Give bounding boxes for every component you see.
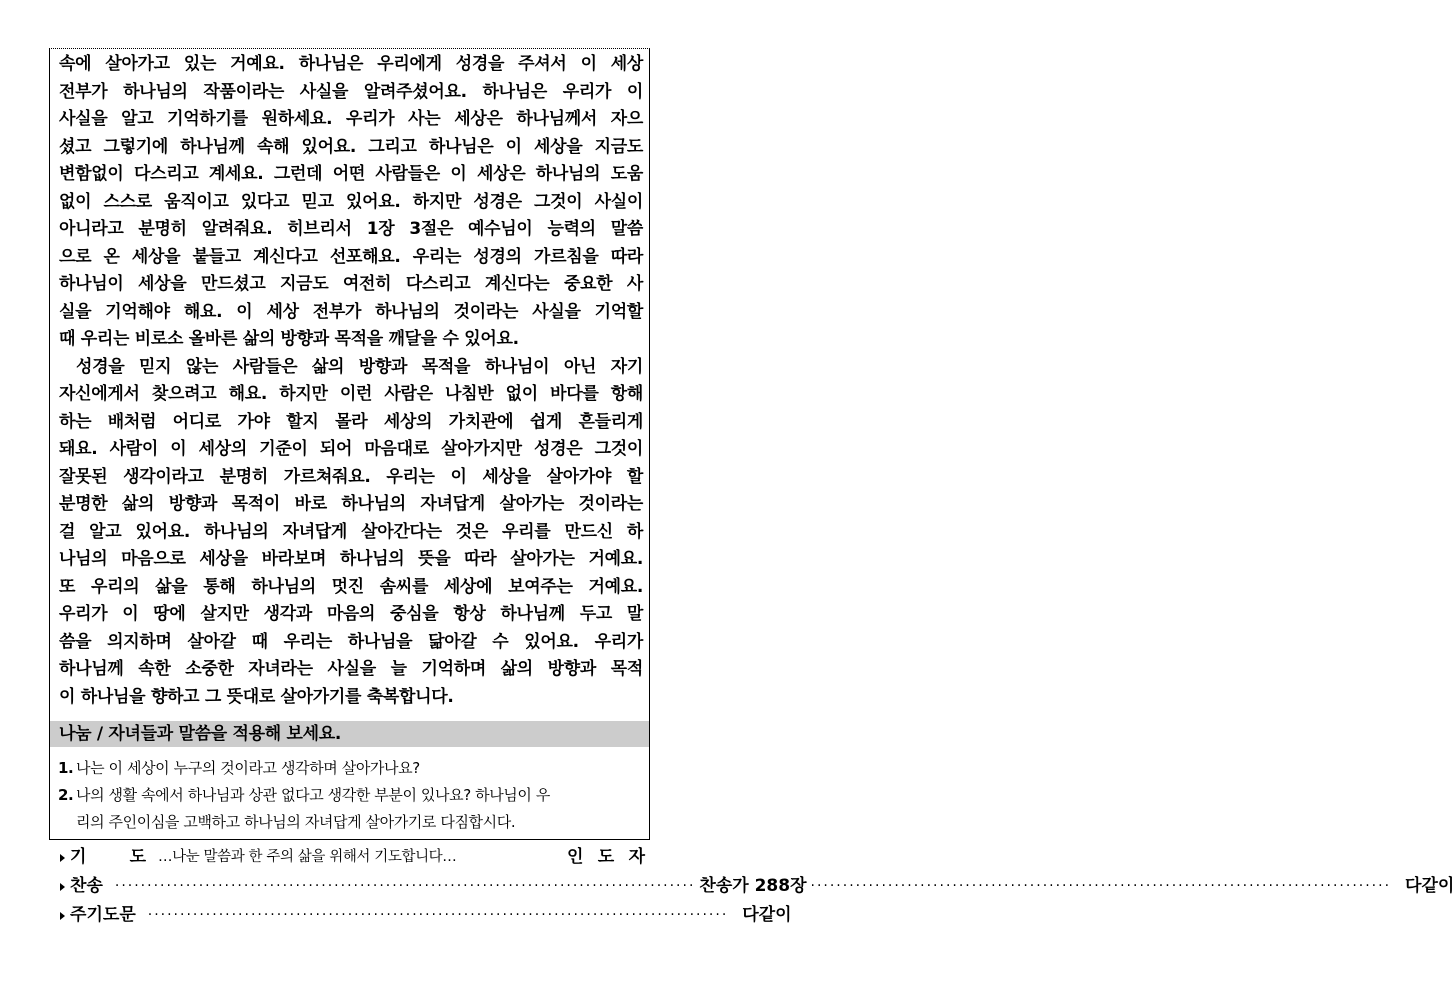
leader-char: 다 — [1405, 876, 1422, 896]
leader-char: 이 — [775, 905, 792, 925]
body-line: 아니라고 분명히 알려줘요. 히브리서 1장 3절은 예수님이 능력의 말씀 — [59, 219, 643, 239]
body-line: 사실을 알고 기억하기를 원하세요. 우리가 사는 세상은 하나님께서 자으 — [59, 109, 643, 129]
devotional-box — [49, 48, 650, 840]
order-leader — [567, 843, 645, 872]
order-description — [148, 901, 729, 930]
order-row-prayer — [60, 843, 645, 872]
body-line: 씀을 의지하며 살아갈 때 우리는 하나님을 닮아갈 수 있어요. 우리가 — [59, 631, 643, 652]
question-item — [58, 755, 643, 782]
label-char: 문 — [119, 905, 136, 925]
label-char: 송 — [86, 876, 103, 896]
question-text: 나의 생활 속에서 하나님과 상관 없다고 생각한 부분이 있나요? 하나님이 우 — [76, 786, 550, 804]
share-questions — [58, 755, 643, 836]
body-line: 이 하나님을 향하고 그 뜻대로 살아가기를 축복합니다. — [59, 686, 454, 707]
question-number: 1. — [58, 759, 74, 777]
body-line: 돼요. 사람이 이 세상의 기준이 되어 마음대로 살아가지만 성경은 그것이 — [59, 439, 643, 459]
body-line: 걸 알고 있어요. 하나님의 자녀답게 살아간다는 것은 우리를 만드신 하 — [59, 521, 643, 542]
dot-leader — [115, 872, 696, 901]
worship-order — [60, 843, 1454, 930]
triangle-bullet-icon — [60, 912, 65, 920]
leader-char: 이 — [1437, 876, 1454, 896]
leader-char: 다 — [742, 905, 759, 925]
label-char: 찬 — [70, 876, 87, 896]
label-char: 기 — [86, 905, 103, 925]
body-line: 잘못된 생각이라고 분명히 가르쳐줘요. 우리는 이 세상을 살아가야 할 — [59, 466, 643, 487]
question-text-continued: 리의 주인이심을 고백하고 하나님의 자녀답게 살아가기로 다짐합시다. — [76, 813, 516, 831]
order-label — [70, 843, 146, 872]
leader-char: 같 — [1421, 876, 1438, 896]
body-line: 때 우리는 비로소 올바른 삶의 방향과 목적을 깨달을 수 있어요. — [59, 329, 519, 349]
question-number: 2. — [58, 786, 74, 804]
question-item — [58, 782, 643, 809]
order-leader — [742, 901, 791, 930]
body-line: 하나님께 속한 소중한 자녀라는 사실을 늘 기억하며 삶의 방향과 목적 — [59, 659, 643, 679]
body-line: 하나님이 세상을 만드셨고 지금도 여전히 다스리고 계신다는 중요한 사 — [59, 274, 643, 294]
share-section-header: 나눔 / 자녀들과 말씀을 적용해 보세요. — [50, 721, 649, 747]
order-description — [158, 843, 553, 872]
body-line: 전부가 하나님의 작품이라는 사실을 알려주셨어요. 하나님은 우리가 이 — [59, 81, 643, 102]
order-row-hymn — [60, 872, 1454, 901]
hymn-number: 찬송가 288장 — [699, 876, 807, 896]
body-line-paragraph-start: 성경을 믿지 않는 사람들은 삶의 방향과 목적을 하나님이 아닌 자기 — [76, 356, 643, 377]
body-line: 없이 스스로 움직이고 있다고 믿고 있어요. 하지만 성경은 그것이 사실이 — [59, 191, 643, 212]
body-line: 또 우리의 삶을 통해 하나님의 멋진 솜씨를 세상에 보여주는 거예요. — [59, 576, 643, 597]
body-line: 하는 배처럼 어디로 가야 할지 몰라 세상의 가치관에 쉽게 흔들리게 — [59, 411, 643, 432]
order-description — [115, 872, 1391, 901]
body-line: 속에 살아가고 있는 거예요. 하나님은 우리에게 성경을 주셔서 이 세상 — [59, 54, 643, 74]
leader-char: 인 — [567, 847, 584, 867]
body-line: 나님의 마음으로 세상을 바라보며 하나님의 뜻을 따라 살아가는 거예요. — [59, 549, 643, 569]
dot-leader — [148, 901, 729, 930]
question-text: 나는 이 세상이 누구의 것이라고 생각하며 살아가나요? — [76, 759, 420, 777]
leader-char: 자 — [628, 847, 645, 867]
body-line: 분명한 삶의 방향과 목적이 바로 하나님의 자녀답게 살아가는 것이라는 — [59, 494, 643, 514]
leader-char: 도 — [597, 847, 615, 867]
triangle-bullet-icon — [60, 883, 65, 891]
label-char: 주 — [70, 905, 87, 925]
order-label — [70, 901, 136, 930]
order-leader — [1405, 872, 1454, 901]
label-char: 도 — [102, 905, 120, 925]
dot-leader — [811, 872, 1392, 901]
leader-char: 같 — [758, 905, 776, 925]
label-char: 도 — [129, 847, 146, 867]
label-char: 기 — [70, 847, 87, 867]
triangle-bullet-icon — [60, 854, 65, 862]
body-line: 우리가 이 땅에 살지만 생각과 마음의 중심을 항상 하나님께 두고 말 — [59, 604, 643, 624]
body-line: 셨고 그렇기에 하나님께 속해 있어요. 그리고 하나님은 이 세상을 지금도 — [59, 136, 643, 157]
body-line: 실을 기억해야 해요. 이 세상 전부가 하나님의 것이라는 사실을 기억할 — [59, 301, 643, 322]
devotional-body — [59, 51, 643, 711]
prayer-text: …나눈 말씀과 한 주의 삶을 위해서 기도합니다… — [158, 849, 457, 865]
body-line: 으로 온 세상을 붙들고 계신다고 선포해요. 우리는 성경의 가르침을 따라 — [59, 246, 643, 267]
body-line: 변함없이 다스리고 계세요. 그런데 어떤 사람들은 이 세상은 하나님의 도움 — [59, 164, 643, 184]
body-line: 자신에게서 찾으려고 해요. 하지만 이런 사람은 나침반 없이 바다를 항해 — [59, 384, 643, 404]
order-label — [70, 872, 103, 901]
order-row-lords-prayer — [60, 901, 792, 930]
